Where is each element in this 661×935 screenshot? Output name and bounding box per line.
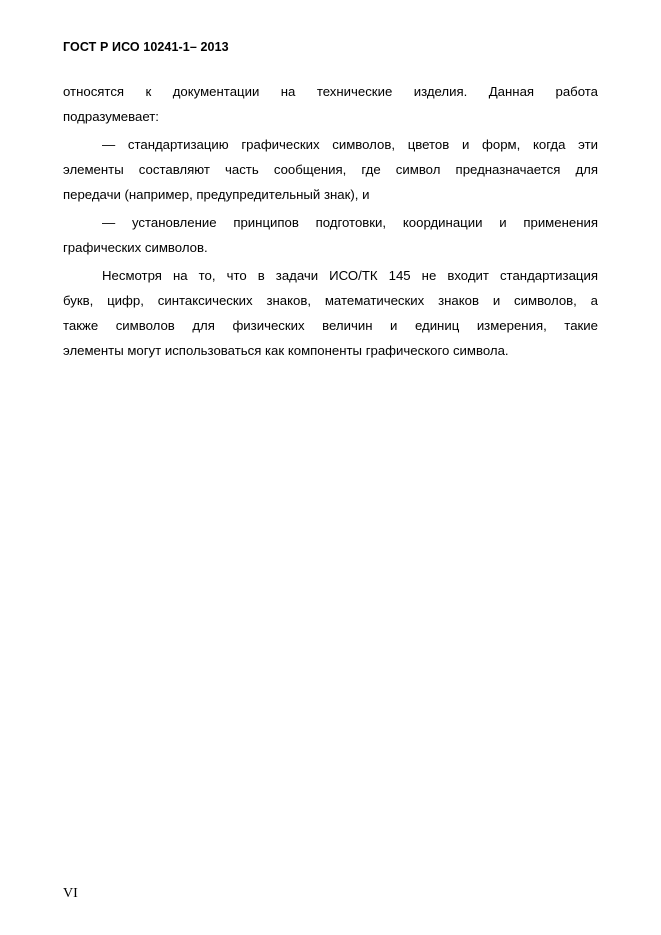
page-number: VI xyxy=(63,886,78,901)
text-line: букв, цифр, синтаксических знаков, математических знаков и символов, а xyxy=(63,293,598,308)
text-line: элементы могут использоваться как компоненты графического символа. xyxy=(63,343,509,358)
text-line: относятся к документации на технические изделия. Данная работа xyxy=(63,84,598,99)
text-line: графических символов. xyxy=(63,240,208,255)
paragraph-1 xyxy=(63,79,598,129)
text-line: — установление принципов подготовки, координации и применения xyxy=(102,215,598,230)
text-line: подразумевает: xyxy=(63,109,159,124)
text-line: — стандартизацию графических символов, цветов и форм, когда эти xyxy=(102,137,598,152)
paragraph-4 xyxy=(63,263,598,363)
paragraph-2 xyxy=(63,132,598,207)
paragraph-3 xyxy=(63,210,598,260)
document-body xyxy=(63,79,598,363)
text-line: передачи (например, предупредительный знак), и xyxy=(63,187,370,202)
text-line: также символов для физических величин и единиц измерения, такие xyxy=(63,318,598,333)
document-header: ГОСТ Р ИСО 10241-1– 2013 xyxy=(63,40,229,54)
text-line: элементы составляют часть сообщения, где символ предназначается для xyxy=(63,162,598,177)
text-line: Несмотря на то, что в задачи ИСО/ТК 145 не входит стандартизация xyxy=(102,268,598,283)
